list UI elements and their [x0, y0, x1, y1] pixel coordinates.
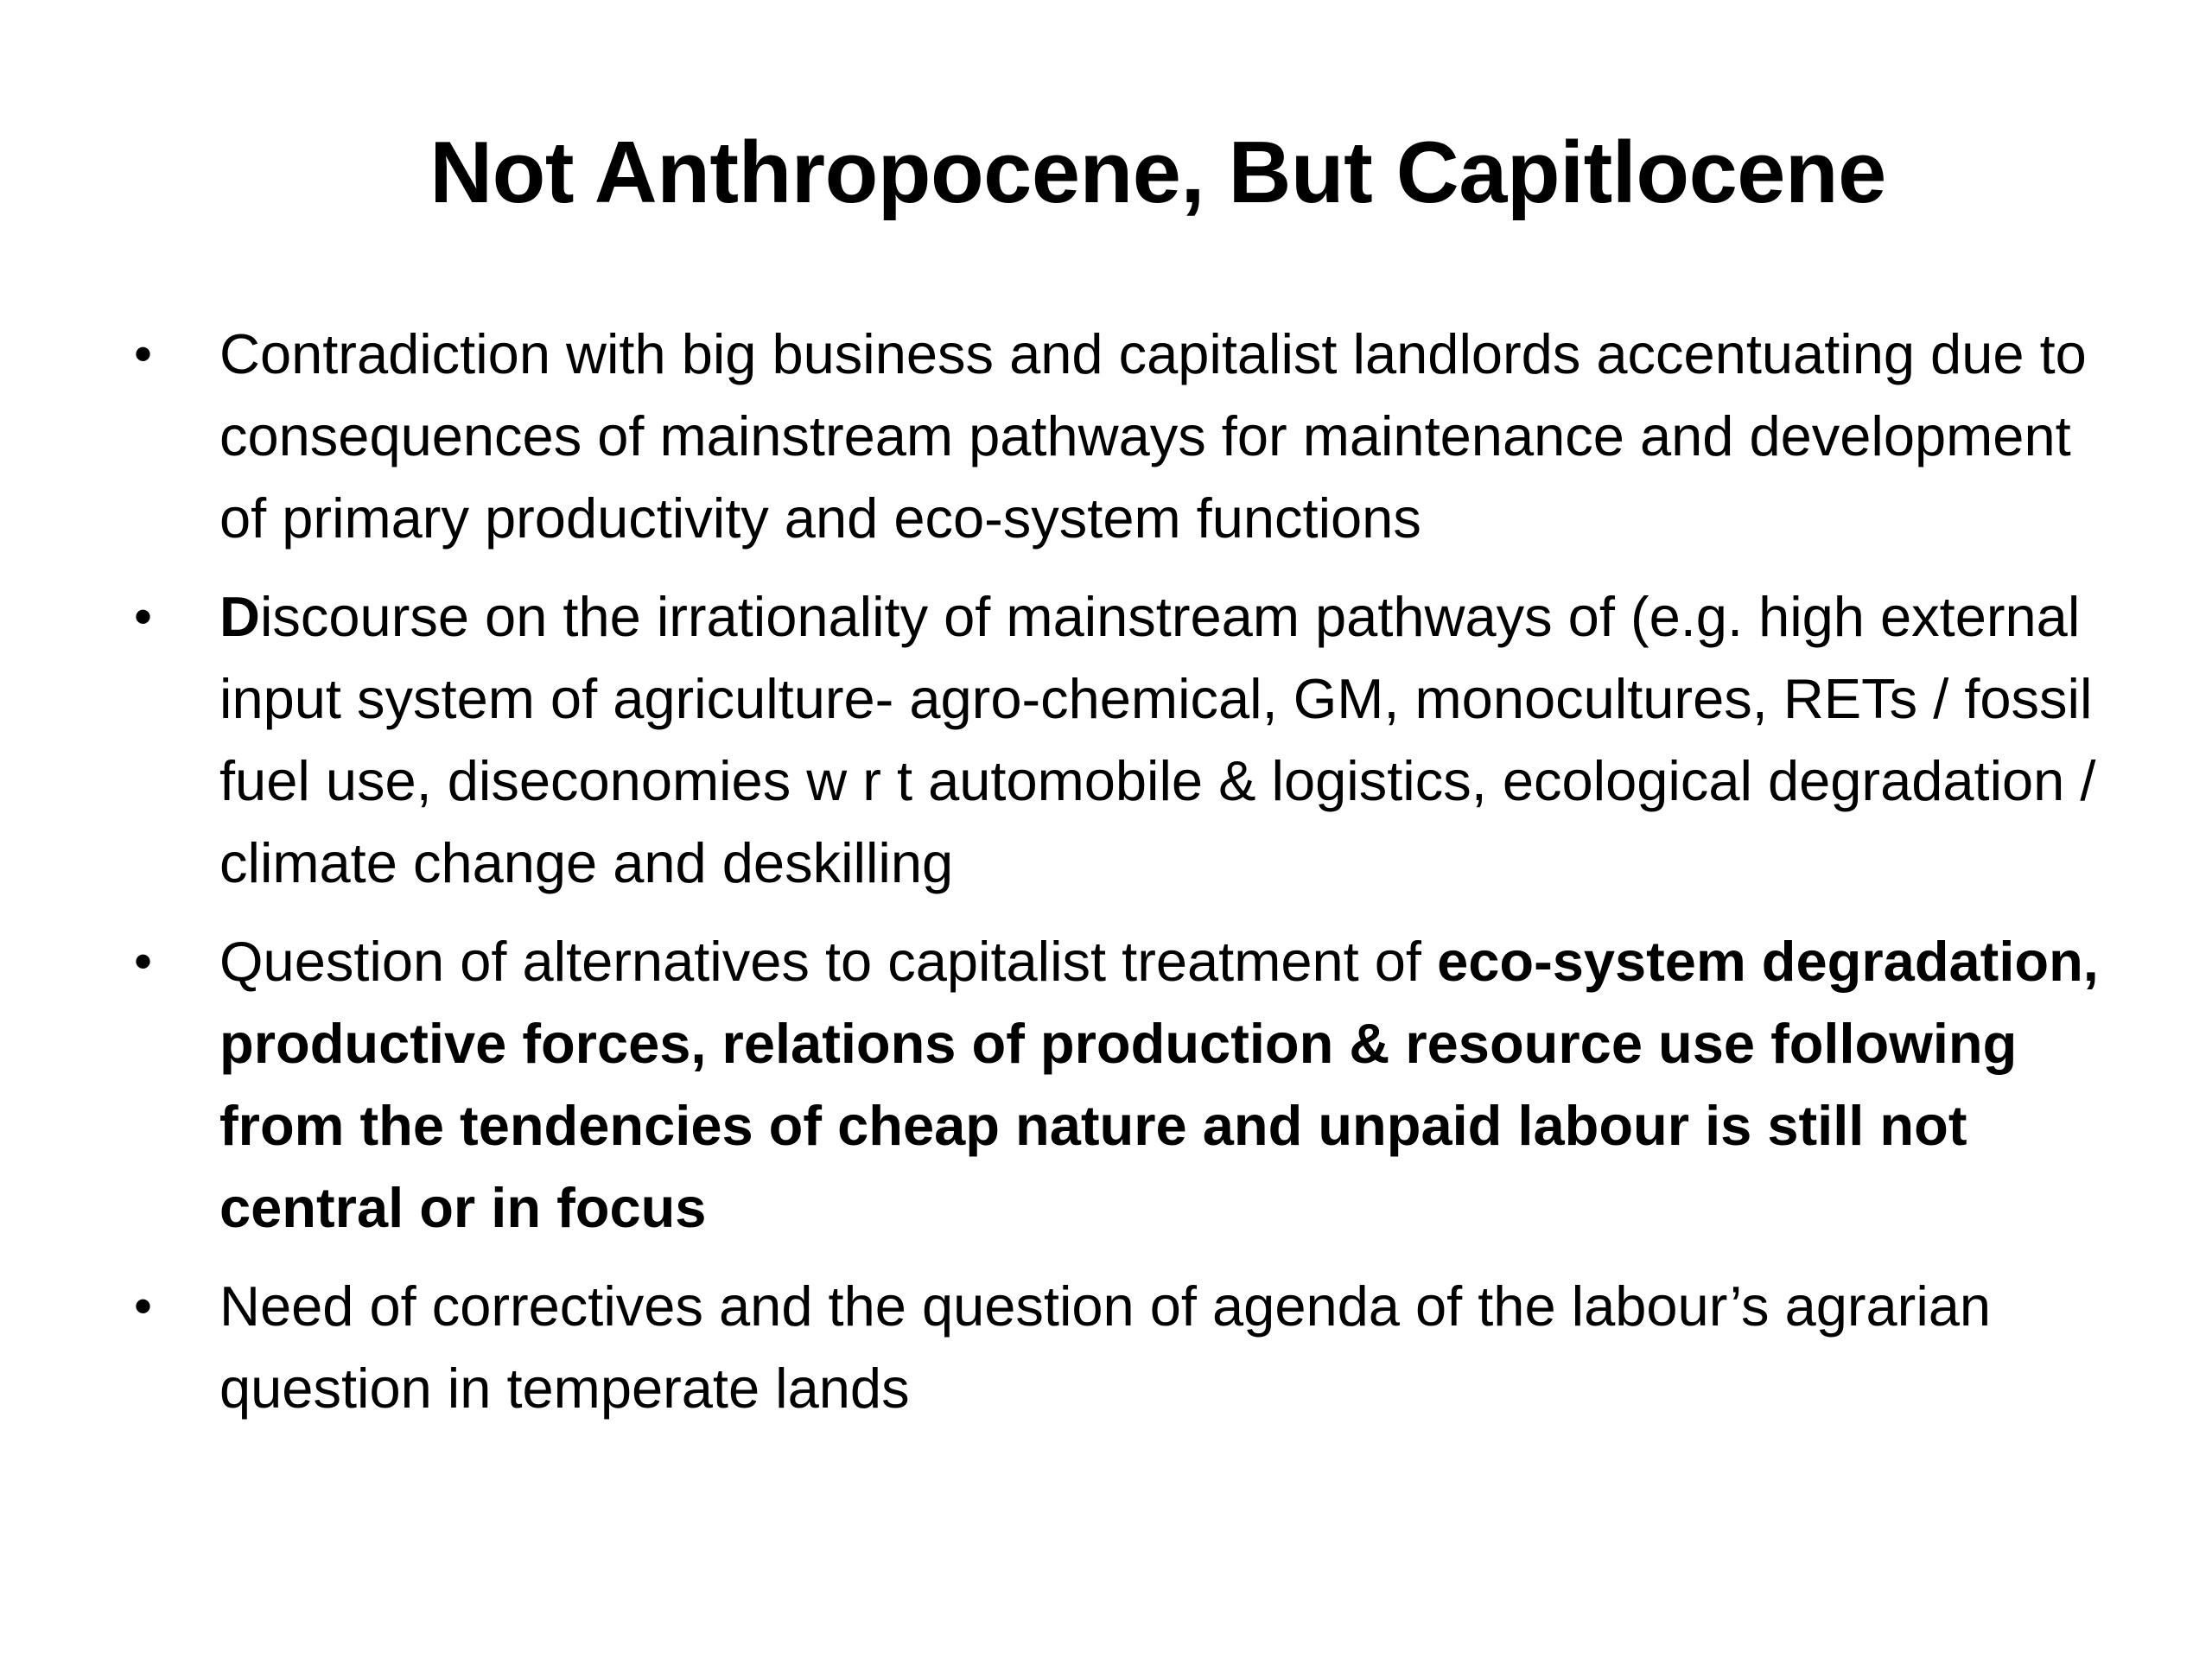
bullet-list [134, 313, 2121, 1446]
bullet-text: iscourse on the irrationality of mainstream pathways of (e.g. high external input system of agriculture- agro-chemical, GM, monocultures, RETs / fossil fuel use, diseconomies w r t automobile & logistics, ecological degradation / climate change and deskilling [219, 585, 2096, 894]
bullet-dot-icon: • [134, 932, 153, 990]
bullet-text: Need of correctives and the question of agenda of the labour’s agrarian question in temperate lands [219, 1274, 1992, 1420]
bullet-item [134, 1265, 2121, 1429]
bullet-bold-initial: D [219, 585, 260, 648]
bullet-dot-icon: • [134, 325, 153, 383]
slide-title: Not Anthropocene, But Capitlocene [429, 124, 1886, 221]
bullet-item [134, 920, 2121, 1249]
bullet-item [134, 313, 2121, 559]
bullet-dot-icon: • [134, 1277, 153, 1335]
bullet-dot-icon: • [134, 588, 153, 645]
bullet-bold-text: eco-system degradation, productive forces, relations of production & resource use following from the tendencies of cheap nature and unpaid labour is still not central or in focus [219, 930, 2099, 1239]
bullet-text: Question of alternatives to capitalist treatment of [219, 930, 1438, 993]
bullet-text: Contradiction with big business and capitalist landlords accentuating due to consequences of mainstream pathways for maintenance and development of primary productivity and eco-system functions [219, 322, 2087, 550]
bullet-item [134, 575, 2121, 904]
